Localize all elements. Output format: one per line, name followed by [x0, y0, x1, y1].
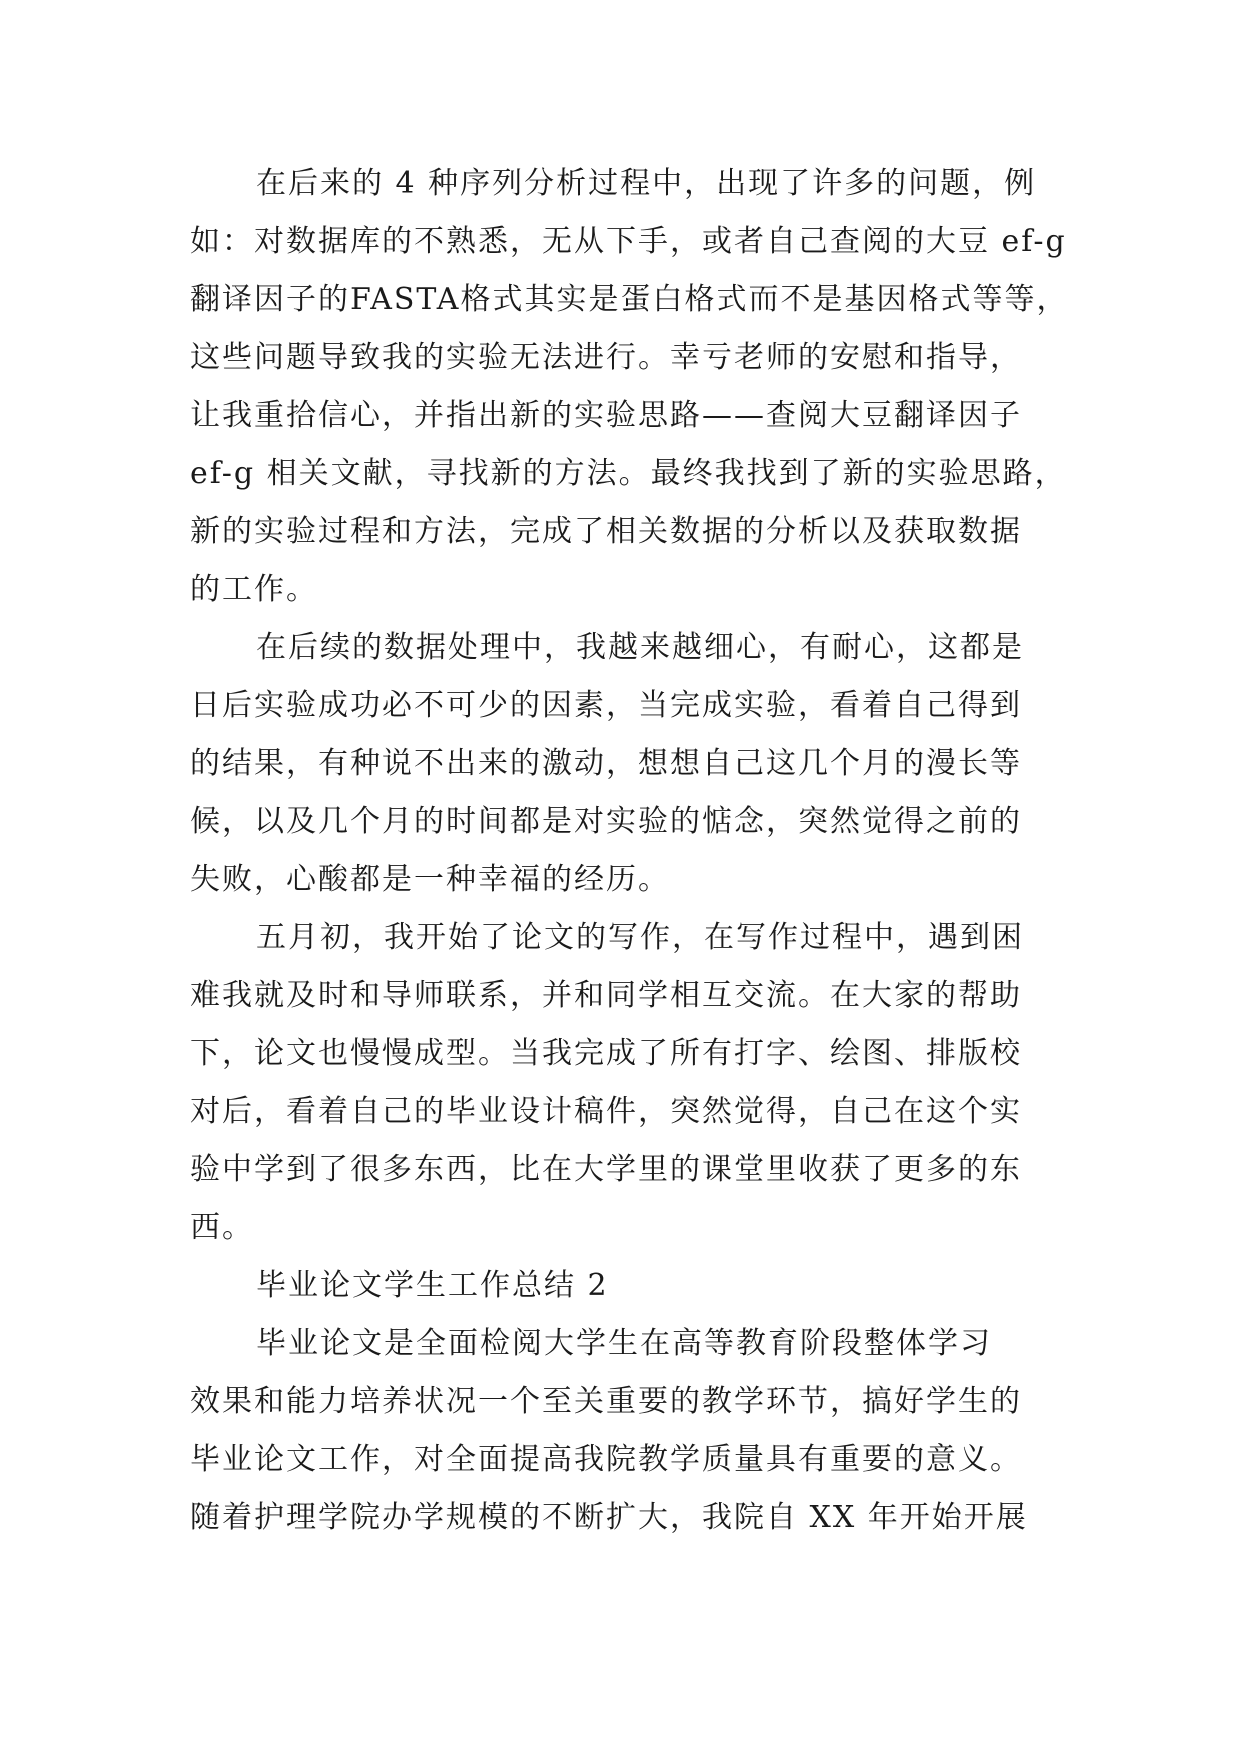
paragraph — [190, 619, 1070, 909]
heading-text: 毕业论文学生工作总结 2 — [256, 1268, 609, 1303]
text-line: 在后续的数据处理中，我越来越细心，有耐心，这都是 — [256, 630, 1024, 665]
text-line: 的结果，有种说不出来的激动，想想自己这几个月的漫长等 — [190, 746, 1022, 781]
text-line: 这些问题导致我的实验无法进行。幸亏老师的安慰和指导， — [190, 340, 1022, 375]
text-line: ef-g 相关文献，寻找新的方法。最终我找到了新的实验思路， — [190, 456, 1067, 491]
text-line: 验中学到了很多东西，比在大学里的课堂里收获了更多的东 — [190, 1152, 1022, 1187]
text-line: 下，论文也慢慢成型。当我完成了所有打字、绘图、排版校 — [190, 1036, 1022, 1071]
text-line: 随着护理学院办学规模的不断扩大，我院自 XX 年开始开展 — [190, 1500, 1028, 1535]
text-line: 毕业论文工作，对全面提高我院教学质量具有重要的意义。 — [190, 1442, 1022, 1477]
text-line: 西。 — [190, 1210, 254, 1245]
paragraph — [190, 909, 1070, 1257]
text-line: 的工作。 — [190, 572, 318, 607]
text-line: 如：对数据库的不熟悉，无从下手，或者自己查阅的大豆 ef-g — [190, 224, 1067, 259]
paragraph — [190, 1315, 1070, 1547]
text-line: 让我重拾信心，并指出新的实验思路——查阅大豆翻译因子 — [190, 398, 1022, 433]
text-line: 在后来的 4 种序列分析过程中，出现了许多的问题，例 — [256, 166, 1037, 201]
text-line: 新的实验过程和方法，完成了相关数据的分析以及获取数据 — [190, 514, 1022, 549]
document-body — [190, 155, 1070, 1547]
text-line: 失败，心酸都是一种幸福的经历。 — [190, 862, 670, 897]
text-line: 候，以及几个月的时间都是对实验的惦念，突然觉得之前的 — [190, 804, 1022, 839]
paragraph — [190, 155, 1070, 619]
text-line: 毕业论文是全面检阅大学生在高等教育阶段整体学习 — [256, 1326, 992, 1361]
section-heading — [190, 1257, 1070, 1315]
text-line: 翻译因子的FASTA格式其实是蛋白格式而不是基因格式等等， — [190, 282, 1069, 317]
text-line: 对后，看着自己的毕业设计稿件，突然觉得，自己在这个实 — [190, 1094, 1022, 1129]
text-line: 难我就及时和导师联系，并和同学相互交流。在大家的帮助 — [190, 978, 1022, 1013]
text-line: 五月初，我开始了论文的写作，在写作过程中，遇到困 — [256, 920, 1024, 955]
text-line: 效果和能力培养状况一个至关重要的教学环节，搞好学生的 — [190, 1384, 1022, 1419]
text-line: 日后实验成功必不可少的因素，当完成实验，看着自己得到 — [190, 688, 1022, 723]
